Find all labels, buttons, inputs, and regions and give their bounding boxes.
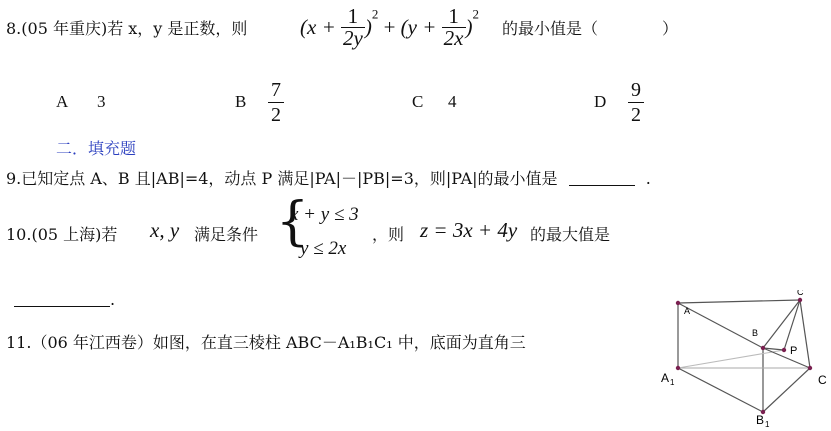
line-b-c1 xyxy=(763,348,810,368)
q10-prefix: 10.(05 上海)若 xyxy=(6,225,118,244)
q10-then: ，则 xyxy=(372,225,405,244)
line-a1-p xyxy=(678,350,784,368)
label-a: A xyxy=(684,306,691,316)
q10-answer-line xyxy=(14,290,115,309)
q10-answer-blank[interactable] xyxy=(14,306,110,307)
edge-a1b1 xyxy=(678,368,763,412)
label-c1: C xyxy=(818,373,827,387)
choice-c-value: 4 xyxy=(448,92,457,111)
vertex-c xyxy=(798,298,802,302)
choice-b-label: B xyxy=(235,92,247,111)
choice-d-fraction xyxy=(628,78,644,127)
choice-a-value: 3 xyxy=(97,92,106,111)
q10-brace: { xyxy=(276,192,310,252)
q10-middle: 满足条件 xyxy=(194,225,259,244)
q10-suffix: 的最大值是 xyxy=(530,225,611,244)
q9-end: . xyxy=(645,169,651,188)
vertex-a1 xyxy=(676,366,680,370)
label-a1: A xyxy=(661,371,670,385)
q10-objective: z = 3x + 4y xyxy=(420,218,518,242)
choice-b-den: 2 xyxy=(271,104,281,126)
q8-frac2-den: 2x xyxy=(443,26,464,50)
point-p xyxy=(782,348,786,352)
q10-vars: x, y xyxy=(150,218,180,242)
q8-exp1: 2 xyxy=(371,6,379,22)
q9-answer-blank[interactable] xyxy=(569,185,635,186)
question-10 xyxy=(6,192,706,266)
choice-d-num: 9 xyxy=(628,78,644,103)
edge-cc1 xyxy=(800,300,810,368)
edge-ab xyxy=(678,303,763,348)
q8-open2: (y + xyxy=(400,15,437,39)
q10-conditions xyxy=(276,192,386,266)
q8-open1: (x + xyxy=(300,15,336,39)
label-p: P xyxy=(790,345,798,357)
q10-cond2: y ≤ 2x xyxy=(300,238,347,259)
q10-end: . xyxy=(110,290,116,309)
label-b1-sub: 1 xyxy=(765,420,770,429)
line-p-c xyxy=(784,300,800,350)
q8-frac1-den: 2y xyxy=(343,26,363,50)
choice-d-label: D xyxy=(594,92,607,111)
edge-ac xyxy=(678,300,800,303)
edge-bc xyxy=(763,300,800,348)
label-b1: B xyxy=(756,413,765,427)
q8-suffix: 的最小值是（ xyxy=(502,19,599,38)
q8-frac2 xyxy=(442,6,466,49)
q8-close2: ) xyxy=(465,15,473,39)
choice-d-den: 2 xyxy=(631,104,641,126)
edge-b1c1 xyxy=(763,368,810,412)
q8-plus: + xyxy=(383,15,396,39)
q8-close1: ) xyxy=(364,15,372,39)
label-a1-sub: 1 xyxy=(670,378,675,387)
choice-c-label: C xyxy=(412,92,424,111)
vertex-b xyxy=(761,346,765,350)
q9-text: 9.已知定点 A、B 且|AB|=4，动点 P 满足|PA|－|PB|=3，则|PA|的最小值是 xyxy=(6,169,558,188)
label-c: C xyxy=(797,290,804,297)
vertex-c1 xyxy=(808,366,812,370)
q8-frac1 xyxy=(341,6,365,49)
question-9 xyxy=(6,166,651,189)
choice-a-label: A xyxy=(56,92,69,111)
q8-frac2-num: 1 xyxy=(442,6,466,28)
section-heading: 二．填充题 xyxy=(56,139,137,158)
choice-b-num: 7 xyxy=(268,78,284,103)
question-11: 11.（06 年江西卷）如图，在直三棱柱 ABC－A₁B₁C₁ 中，底面为直角三 xyxy=(6,333,526,352)
q8-exp2: 2 xyxy=(472,6,479,22)
prism-figure xyxy=(660,290,830,430)
q8-prefix: 8.(05 年重庆)若 x，y 是正数，则 xyxy=(6,19,248,38)
choice-b-fraction xyxy=(268,78,284,127)
q10-cond1: x + y ≤ 3 xyxy=(290,204,359,225)
q8-close-paren: ） xyxy=(662,19,679,38)
vertex-a xyxy=(676,301,680,305)
q8-frac1-num: 1 xyxy=(341,6,365,28)
label-b: B xyxy=(752,328,759,338)
q8-expression xyxy=(300,6,479,56)
